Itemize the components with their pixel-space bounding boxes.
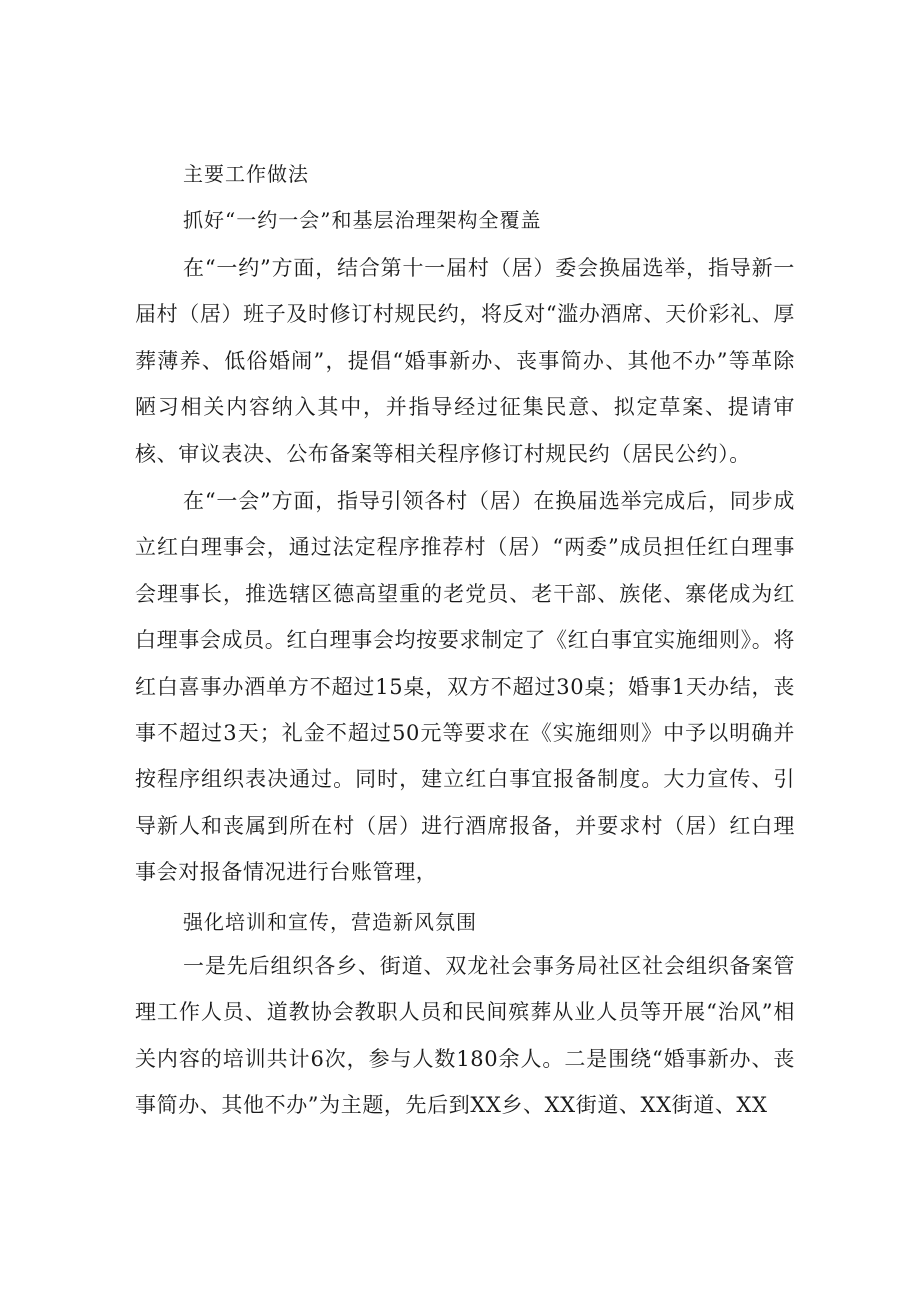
paragraph-one-convention: 在“一约”方面，结合第十一届村（居）委会换届选举，指导新一届村（居）班子及时修订村规民约，将反对“滥办酒席、天价彩礼、厚葬薄养、低俗婚闹”，提倡“婚事新办、丧事简办、其他不办”等革除陋习相关内容纳入其中，并指导经过征集民意、拟定草案、提请审核、审议表决、公布备案等相关程序修订村规民约（居民公约）。 [135,256,795,466]
section-heading-one-convention-one-council: 抓好“一约一会”和基层治理架构全覆盖 [183,208,542,232]
paragraph-one-council: 在“一会”方面，指导引领各村（居）在换届选举完成后，同步成立红白理事会，通过法定程序推荐村（居）“两委”成员担任红白理事会理事长，推选辖区德高望重的老党员、老干部、族佬、寨佬成为红白理事会成员。红白理事会均按要求制定了《红白事宜实施细则》。将红白喜事办酒单方不超过15桌，双方不超过30桌；婚事1天办结，丧事不超过3天；礼金不超过50元等要求在《实施细则》中予以明确并按程序组织表决通过。同时，建立红白事宜报备制度。大力宣传、引导新人和丧属到所在村（居）进行酒席报备，并要求村（居）红白理事会对报备情况进行台账管理， [135,489,795,885]
section-heading-main-work: 主要工作做法 [183,162,309,186]
section-heading-training-publicity: 强化培训和宣传，营造新风氛围 [183,910,477,934]
paragraph-training: 一是先后组织各乡、街道、双龙社会事务局社区社会组织备案管理工作人员、道教协会教职人员和民间殡葬从业人员等开展“治风”相关内容的培训共计6次，参与人数180余人。二是围绕“婚事新办、丧事简办、其他不办”为主题，先后到XX乡、XX街道、XX街道、XX [135,954,795,1118]
